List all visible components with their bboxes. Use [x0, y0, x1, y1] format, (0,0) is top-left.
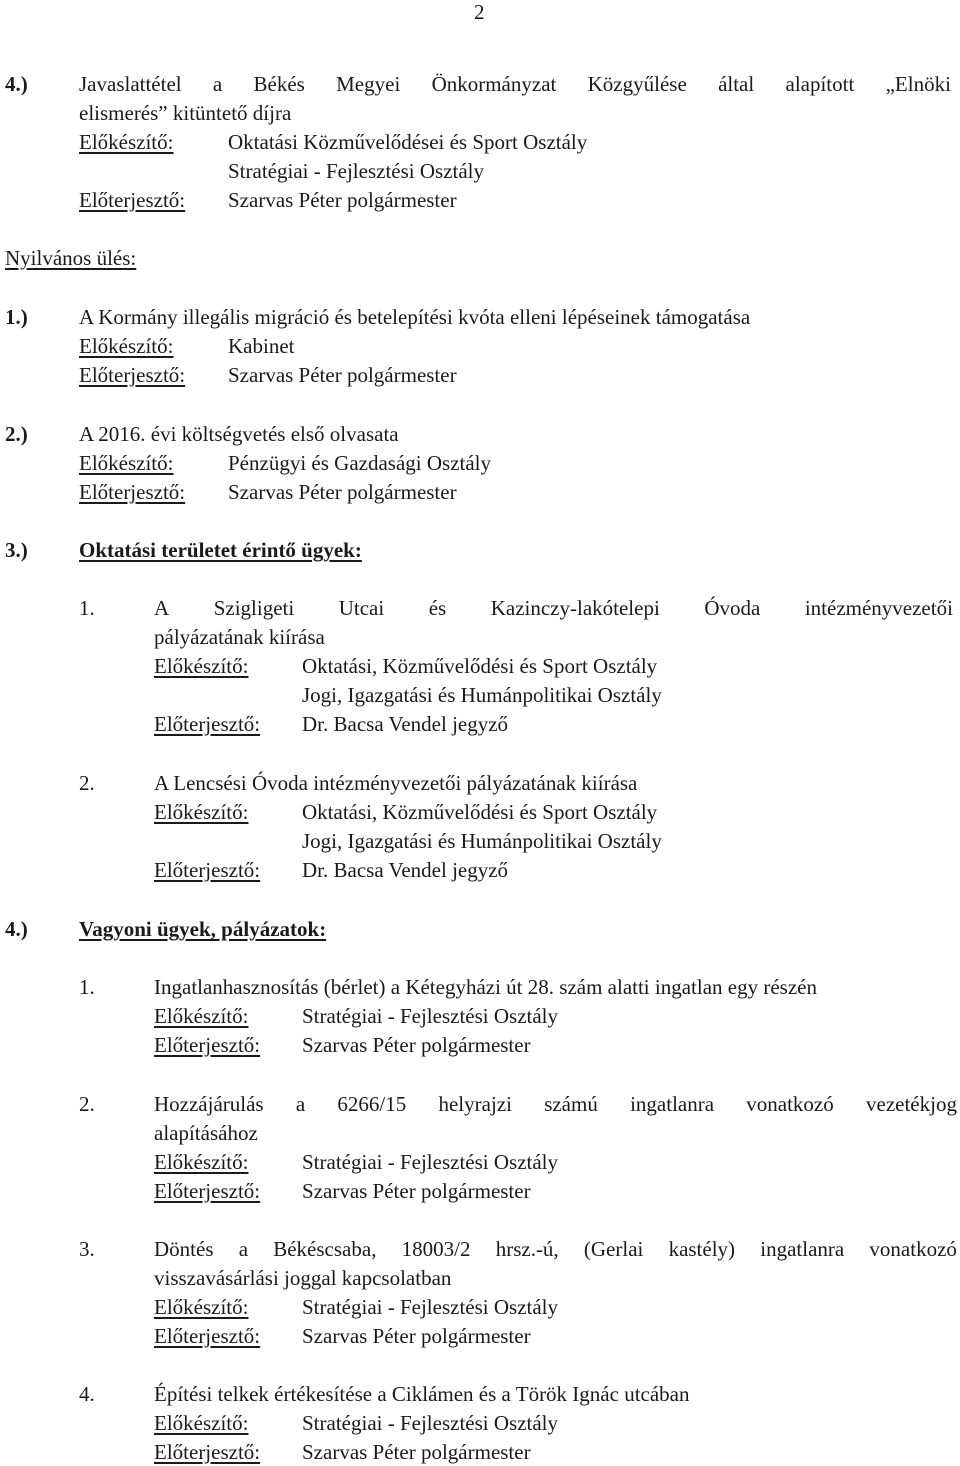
title-word: Békéscsaba, — [273, 1237, 377, 1261]
presenter-label: Előterjesztő: — [154, 712, 261, 736]
prep-value: Oktatási Közművelődései és Sport Osztály — [228, 130, 588, 154]
title-word: Közgyűlése — [587, 72, 687, 96]
subitem-title-line2: visszavásárlási joggal kapcsolatban — [154, 1266, 452, 1290]
title-word: alapított — [785, 72, 855, 96]
title-word: „Elnöki — [885, 72, 951, 96]
prep-value: Stratégiai - Fejlesztési Osztály — [302, 1295, 559, 1319]
title-word: helyrajzi — [438, 1092, 512, 1116]
item-number: 4.) — [5, 72, 28, 96]
item-title-line2: elismerés” kitüntető díjra — [79, 101, 292, 125]
subitem-number: 4. — [79, 1382, 95, 1406]
prep-value: Oktatási, Közművelődési és Sport Osztály — [302, 800, 658, 824]
prep-value: Jogi, Igazgatási és Humánpolitikai Osztály — [302, 829, 662, 853]
presenter-value: Dr. Bacsa Vendel jegyző — [302, 858, 509, 882]
section-heading: Vagyoni ügyek, pályázatok: — [79, 917, 327, 941]
title-word: Békés — [253, 72, 305, 96]
title-word: 6266/15 — [337, 1092, 407, 1116]
title-word: vezetékjog — [866, 1092, 957, 1116]
prep-value: Kabinet — [228, 334, 295, 358]
item-title: A Kormány illegális migráció és betelepítési kvóta elleni lépéseinek támogatása — [79, 305, 751, 329]
presenter-value: Szarvas Péter polgármester — [302, 1324, 531, 1348]
title-word: 18003/2 — [401, 1237, 471, 1261]
prep-value: Pénzügyi és Gazdasági Osztály — [228, 451, 492, 475]
title-word: Döntés — [154, 1237, 214, 1261]
item-number: 4.) — [5, 917, 28, 941]
prep-value: Oktatási, Közművelődési és Sport Osztály — [302, 654, 658, 678]
title-word: hrsz.-ú, — [495, 1237, 559, 1261]
presenter-label: Előterjesztő: — [79, 363, 186, 387]
item-number: 3.) — [5, 538, 28, 562]
presenter-label: Előterjesztő: — [154, 858, 261, 882]
title-word: számú — [544, 1092, 598, 1116]
prep-label: Előkészítő: — [79, 451, 174, 475]
presenter-label: Előterjesztő: — [154, 1033, 261, 1057]
prep-label: Előkészítő: — [154, 1150, 249, 1174]
prep-label: Előkészítő: — [154, 800, 249, 824]
title-word: a — [238, 1237, 249, 1261]
prep-value: Jogi, Igazgatási és Humánpolitikai Osztály — [302, 683, 662, 707]
title-word: A — [154, 596, 170, 620]
presenter-value: Szarvas Péter polgármester — [302, 1440, 531, 1464]
presenter-label: Előterjesztő: — [79, 188, 186, 212]
title-word: Javaslattétel — [79, 72, 182, 96]
subitem-title: Építési telkek értékesítése a Ciklámen és a Török Ignác utcában — [154, 1382, 690, 1406]
title-word: Hozzájárulás — [154, 1092, 264, 1116]
subitem-number: 1. — [79, 975, 95, 999]
presenter-label: Előterjesztő: — [79, 480, 186, 504]
prep-value: Stratégiai - Fejlesztési Osztály — [302, 1150, 559, 1174]
presenter-label: Előterjesztő: — [154, 1179, 261, 1203]
subitem-title-line2: alapításához — [154, 1121, 258, 1145]
title-word: ingatlanra — [630, 1092, 715, 1116]
title-word: intézményvezetői — [804, 596, 953, 620]
subitem-title: A Lencsési Óvoda intézményvezetői pályázatának kiírása — [154, 771, 638, 795]
title-word: és — [428, 596, 447, 620]
section-heading: Oktatási területet érintő ügyek: — [79, 538, 362, 562]
subitem-title-line1 — [154, 1237, 957, 1261]
title-word: Szigligeti — [213, 596, 295, 620]
subitem-title-line1 — [154, 1092, 957, 1116]
subitem-number: 2. — [79, 1092, 95, 1116]
presenter-value: Szarvas Péter polgármester — [302, 1033, 531, 1057]
subitem-title-line1 — [154, 596, 953, 620]
subitem-number: 2. — [79, 771, 95, 795]
prep-value: Stratégiai - Fejlesztési Osztály — [302, 1411, 559, 1435]
item-number: 2.) — [5, 422, 28, 446]
title-word: vonatkozó — [869, 1237, 957, 1261]
prep-value: Stratégiai - Fejlesztési Osztály — [228, 159, 485, 183]
presenter-value: Szarvas Péter polgármester — [228, 363, 457, 387]
title-word: kastély) — [668, 1237, 736, 1261]
subitem-number: 3. — [79, 1237, 95, 1261]
page-number: 2 — [474, 0, 485, 24]
public-session-heading: Nyilvános ülés: — [5, 246, 137, 270]
presenter-value: Dr. Bacsa Vendel jegyző — [302, 712, 509, 736]
title-word: Óvoda — [704, 596, 761, 620]
title-word: Önkormányzat — [431, 72, 557, 96]
prep-value: Stratégiai - Fejlesztési Osztály — [302, 1004, 559, 1028]
title-word: a — [212, 72, 223, 96]
title-word: Kazinczy-lakótelepi — [490, 596, 660, 620]
presenter-label: Előterjesztő: — [154, 1324, 261, 1348]
presenter-value: Szarvas Péter polgármester — [228, 480, 457, 504]
item-title: A 2016. évi költségvetés első olvasata — [79, 422, 399, 446]
item-number: 1.) — [5, 305, 28, 329]
title-word: a — [295, 1092, 306, 1116]
presenter-value: Szarvas Péter polgármester — [302, 1179, 531, 1203]
title-word: Megyei — [336, 72, 401, 96]
prep-label: Előkészítő: — [79, 130, 174, 154]
title-word: által — [718, 72, 755, 96]
prep-label: Előkészítő: — [154, 1295, 249, 1319]
prep-label: Előkészítő: — [154, 654, 249, 678]
prep-label: Előkészítő: — [154, 1004, 249, 1028]
item-title-line1 — [79, 72, 951, 96]
presenter-label: Előterjesztő: — [154, 1440, 261, 1464]
title-word: (Gerlai — [583, 1237, 644, 1261]
subitem-number: 1. — [79, 596, 95, 620]
title-word: Utcai — [338, 596, 385, 620]
prep-label: Előkészítő: — [79, 334, 174, 358]
title-word: vonatkozó — [746, 1092, 834, 1116]
title-word: ingatlanra — [760, 1237, 845, 1261]
prep-label: Előkészítő: — [154, 1411, 249, 1435]
subitem-title: Ingatlanhasznosítás (bérlet) a Kétegyházi út 28. szám alatti ingatlan egy részén — [154, 975, 817, 999]
presenter-value: Szarvas Péter polgármester — [228, 188, 457, 212]
subitem-title-line2: pályázatának kiírása — [154, 625, 325, 649]
